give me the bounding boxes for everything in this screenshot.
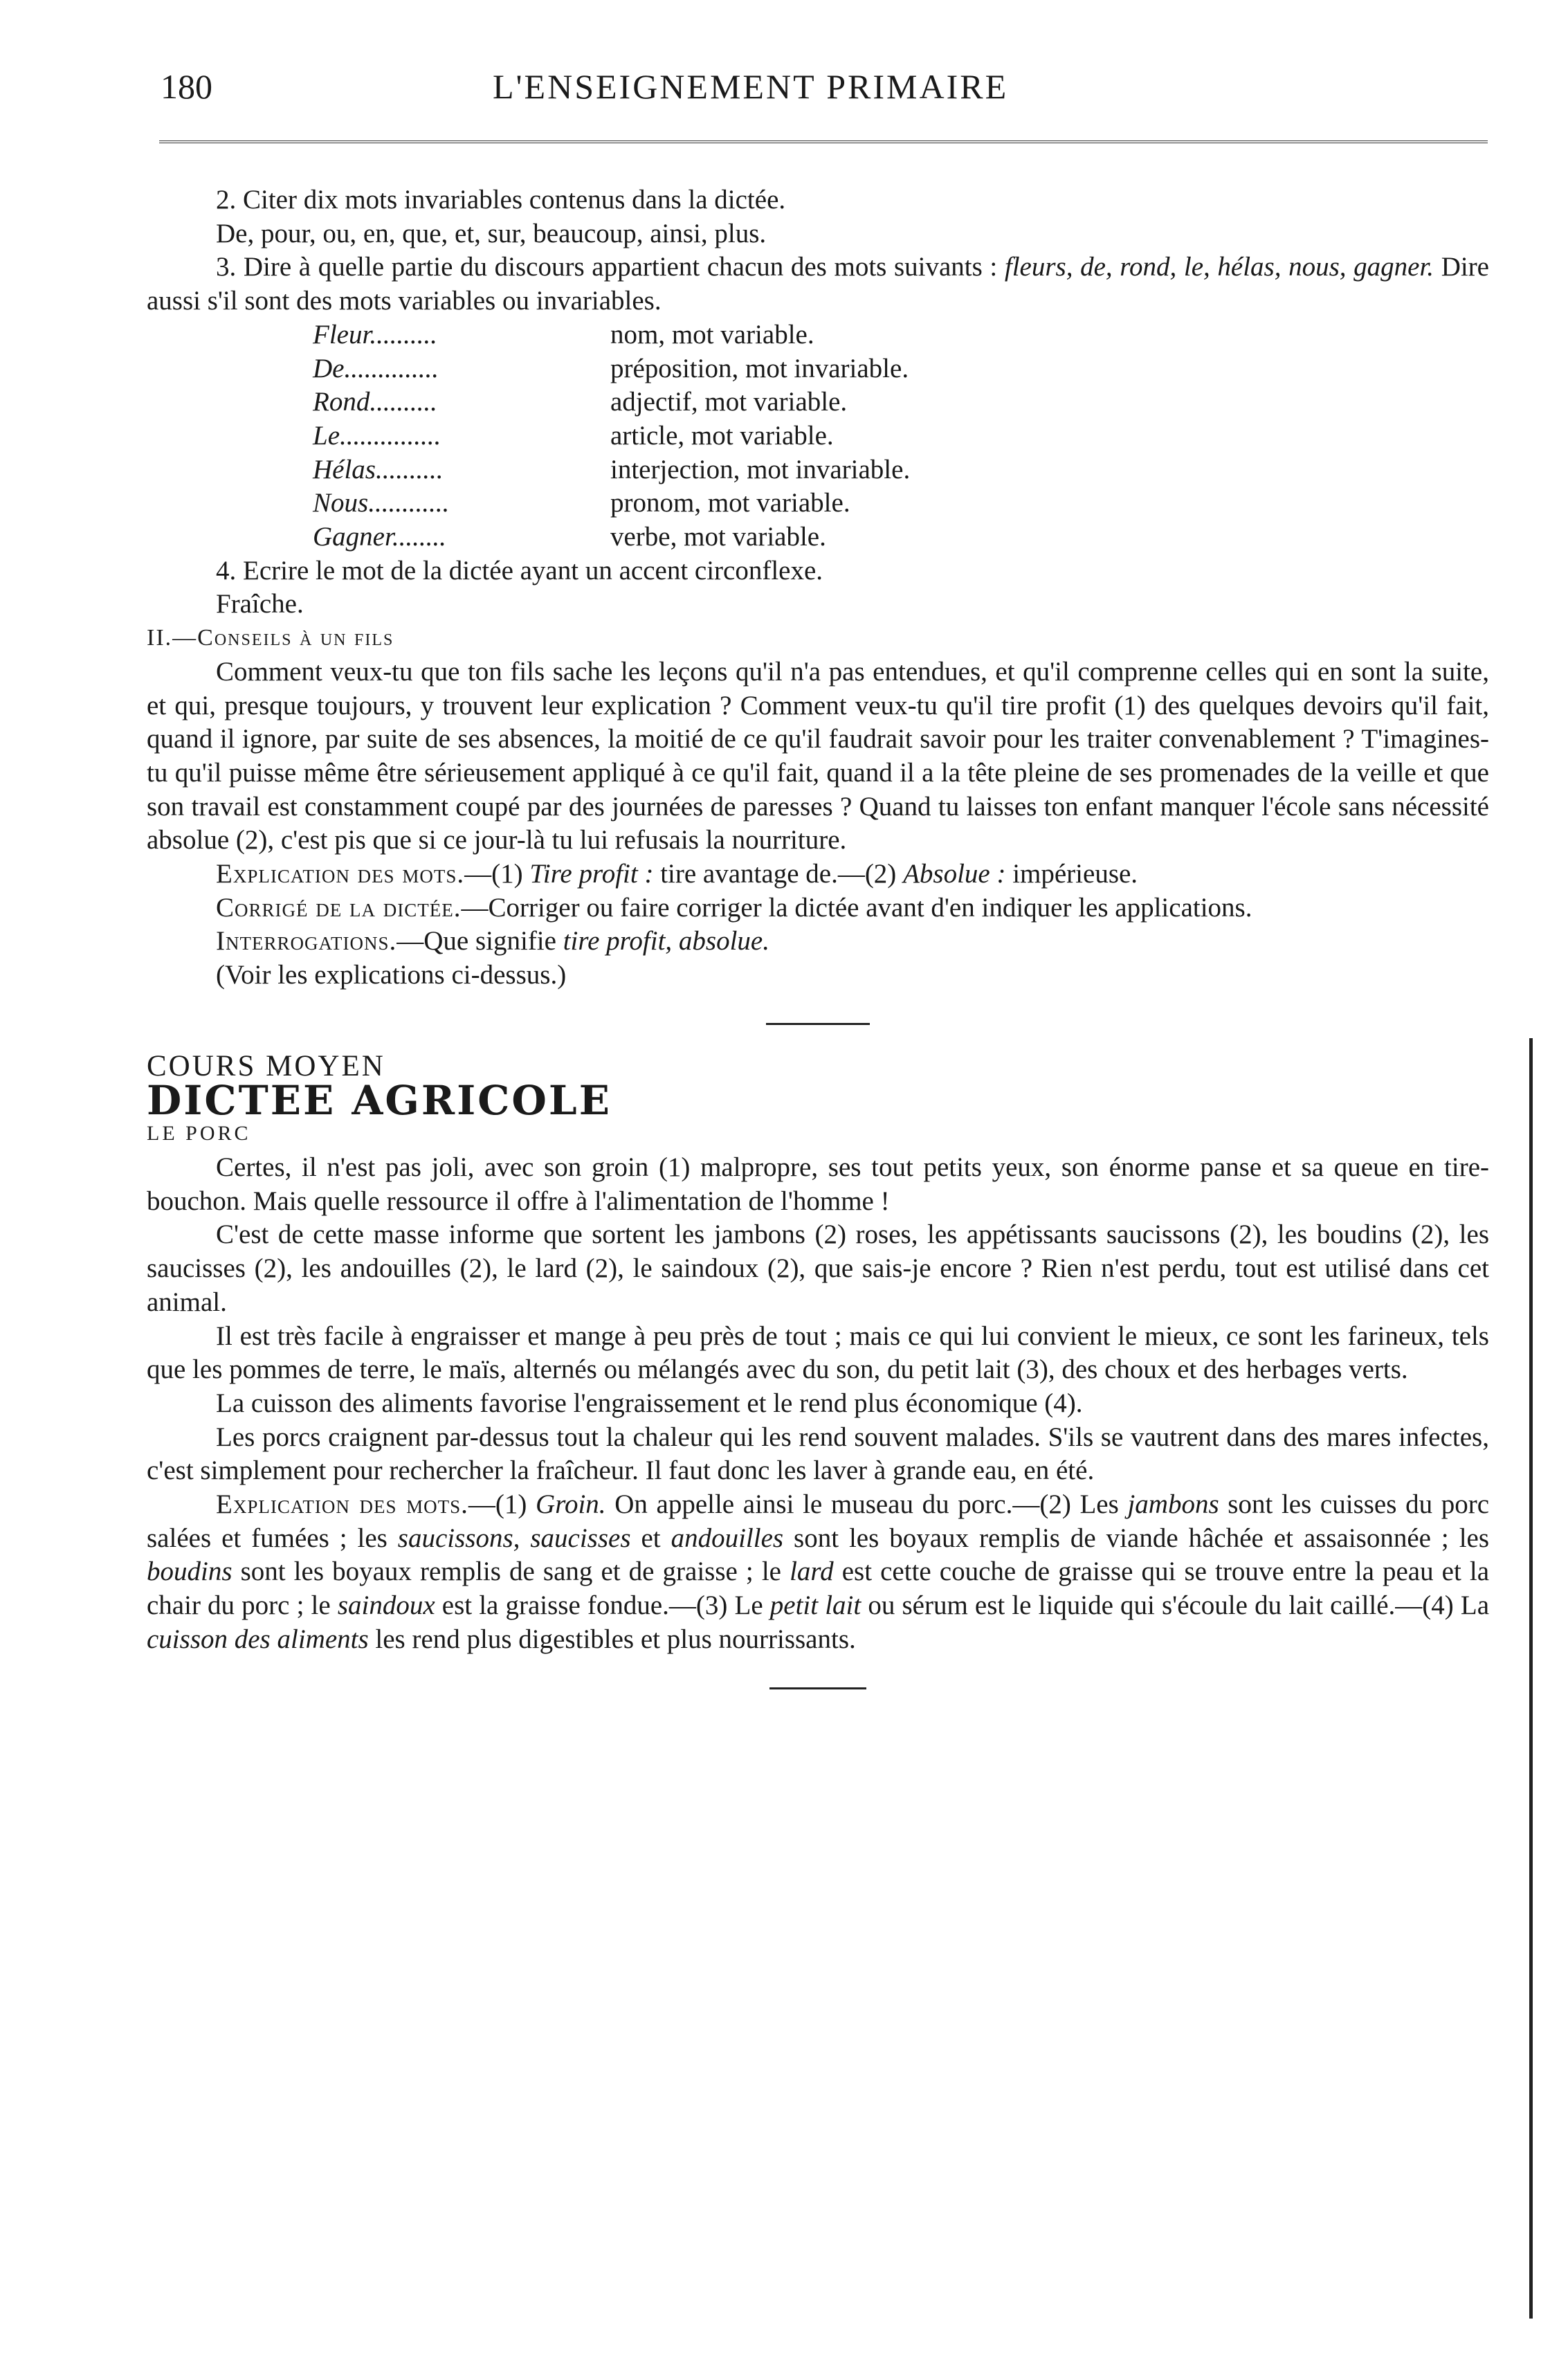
explication-def: est cette couche de graisse qui se trouve entre la peau et la chair du porc ; le [147, 1557, 1490, 1621]
question-2: 2. Citer dix mots invariables contenus dans la dictée. [216, 185, 786, 215]
section-2-paragraph: Comment veux-tu que ton fils sache les leçons qu'il n'a pas entendues, et qu'il comprenne celles qui en sont la suite, et qui, presque toujours, y trouvent leur explication ? Comment veux-tu qu'il tire profit (1) des quelques devoirs qu'il fait, quand il ignore, par suite de ses absences, la moitié de ce qu'il faudrait savoir pour les traiter convenablement ? T'imagines-tu qu'il puisse même être sérieusement appliqué à ce qu'il fait, quand il a la tête pleine de ses promenades de la veille et que son travail est constamment coupé par des journées de paresses ? Quand tu laisses ton enfant manquer l'école sans nécessité absolue (2), c'est pis que si ce jour-là tu lui refusais la nourriture. [147, 656, 1489, 855]
interrogations-text: —Que signifie [396, 926, 556, 956]
explication-def: sont les cuisses du porc salées et fumées ; les [147, 1489, 1490, 1553]
table-row [313, 520, 1489, 554]
question-4-answer: Fraîche. [216, 589, 304, 619]
interrogations-answer: (Voir les explications ci-dessus.) [216, 960, 567, 990]
page-number: 180 [161, 67, 212, 106]
question-3-end: Dire aussi s'il sont des mots variables ou invariables. [147, 252, 1489, 316]
section-2-heading: II.—Conseils à un fils [147, 625, 394, 651]
table-desc: interjection, mot invariable. [610, 454, 911, 484]
dictee-subtitle: LE PORC [147, 1122, 251, 1145]
table-desc: préposition, mot invariable. [610, 353, 909, 383]
table-row [313, 386, 1489, 419]
question-2-answer: De, pour, ou, en, que, et, sur, beaucoup, ainsi, plus. [216, 218, 767, 248]
explication-term: boudins [147, 1557, 233, 1587]
question-3-start: 3. Dire à quelle partie du discours appartient chacun des mots suivants : [216, 252, 998, 282]
question-3-words-b: rond, le, hélas, nous, gagner. [1120, 252, 1434, 282]
dictee-explication [147, 1488, 1489, 1657]
explication-term: Absolue : [903, 859, 1006, 889]
explication-def: impérieuse. [1012, 859, 1138, 889]
explication-def: est la graisse fondue.—(3) Le [441, 1590, 763, 1621]
table-word: Gagner........ [313, 522, 446, 552]
section-divider [766, 1023, 870, 1025]
table-row [313, 487, 1489, 520]
dictee-paragraph: Il est très facile à engraisser et mange à peu près de tout ; mais ce qui lui convient le mieux, ce sont les farineux, tels que les pommes de terre, le maïs, alternés ou mélangés avec du son, du petit lait (3), des choux et des herbages verts. [147, 1321, 1489, 1385]
table-word: Le............... [313, 420, 441, 451]
corrige-label: Corrigé de la dictée. [216, 892, 462, 923]
table-row [313, 453, 1489, 487]
explication-term: Tire profit : [529, 859, 654, 889]
table-word: Fleur.......... [313, 319, 437, 350]
dictee-paragraph: La cuisson des aliments favorise l'engraissement et le rend plus économique (4). [216, 1388, 1083, 1418]
section-2-explication [147, 858, 1489, 891]
table-desc: nom, mot variable. [610, 319, 814, 350]
table-row [313, 352, 1489, 386]
table-word: Hélas.......... [313, 454, 444, 484]
end-divider [769, 1687, 866, 1689]
corrige-text: —Corriger ou faire corriger la dictée avant d'en indiquer les applications. [461, 892, 1252, 923]
header-rule [159, 140, 1488, 143]
dictee-paragraph: Certes, il n'est pas joli, avec son groin (1) malpropre, ses tout petits yeux, son énorme panse et sa queue en tire-bouchon. Mais quelle ressource il offre à l'alimentation de l'homme ! [147, 1152, 1489, 1216]
explication-def: sont les boyaux remplis de viande hâchée et assaisonnée ; les [794, 1523, 1490, 1553]
question-3-words-a: fleurs, de, [1004, 252, 1113, 282]
running-title: L'ENSEIGNEMENT PRIMAIRE [493, 67, 1009, 106]
explication-def: ou sérum est le liquide qui s'écoule du lait caillé.—(4) La [868, 1590, 1490, 1621]
explication-def: et [641, 1523, 661, 1553]
interrogations-terms: tire profit, absolue. [563, 926, 769, 956]
explication-term: cuisson des aliments [147, 1624, 369, 1654]
dictee-paragraph: Les porcs craignent par-dessus tout la chaleur qui les rend souvent malades. S'ils se vautrent dans des mares infectes, c'est simplement pour rechercher la fraîcheur. Il faut donc les laver à grande eau, en été. [147, 1422, 1489, 1486]
explication-def: tire avantage de.—(2) [660, 859, 897, 889]
scan-margin-bar [1529, 1038, 1533, 2319]
explication-term: petit lait [769, 1590, 862, 1621]
table-desc: verbe, mot variable. [610, 522, 826, 552]
word-table [313, 318, 1489, 554]
explication-def: les rend plus digestibles et plus nourrissants. [375, 1624, 856, 1654]
question-3 [147, 251, 1489, 318]
explication-term: jambons [1127, 1489, 1219, 1520]
table-desc: pronom, mot variable. [610, 488, 850, 518]
explication-num: —(1) [464, 859, 523, 889]
table-word: De.............. [313, 353, 439, 383]
page-header [161, 61, 1486, 109]
table-row [313, 419, 1489, 453]
corrige [147, 891, 1489, 925]
table-row [313, 318, 1489, 352]
question-4: 4. Ecrire le mot de la dictée ayant un accent circonflexe. [216, 555, 823, 586]
explication-def: sont les boyaux remplis de sang et de graisse ; le [240, 1557, 781, 1587]
cours-level: COURS MOYEN [147, 1049, 385, 1082]
table-word: Nous............ [313, 488, 450, 518]
explication-term: saucissons, saucisses [397, 1523, 631, 1553]
table-word: Rond.......... [313, 387, 437, 417]
table-desc: article, mot variable. [610, 420, 834, 451]
page-content [147, 183, 1489, 1689]
explication-def: On appelle ainsi le museau du porc.—(2) Les [614, 1489, 1119, 1520]
explication-term: saindoux [337, 1590, 435, 1621]
explication-num: —(1) [468, 1489, 527, 1520]
interrogations [147, 925, 1489, 959]
explication-label: Explication des mots. [216, 1489, 468, 1520]
dictee-paragraph: C'est de cette masse informe que sortent les jambons (2) roses, les appétissants saucissons (2), les boudins (2), les saucisses (2), les andouilles (2), le lard (2), le saindoux (2), que sais-je encore ? Rien n'est perdu, tout est utilisé dans cet animal. [147, 1219, 1489, 1317]
interrogations-label: Interrogations. [216, 926, 397, 956]
explication-label: Explication des mots. [216, 859, 465, 889]
dictee-title: DICTEE AGRICOLE [147, 1076, 612, 1124]
table-desc: adjectif, mot variable. [610, 387, 848, 417]
explication-term: lard [790, 1557, 834, 1587]
explication-term: Groin. [536, 1489, 606, 1520]
explication-term: andouilles [671, 1523, 784, 1553]
